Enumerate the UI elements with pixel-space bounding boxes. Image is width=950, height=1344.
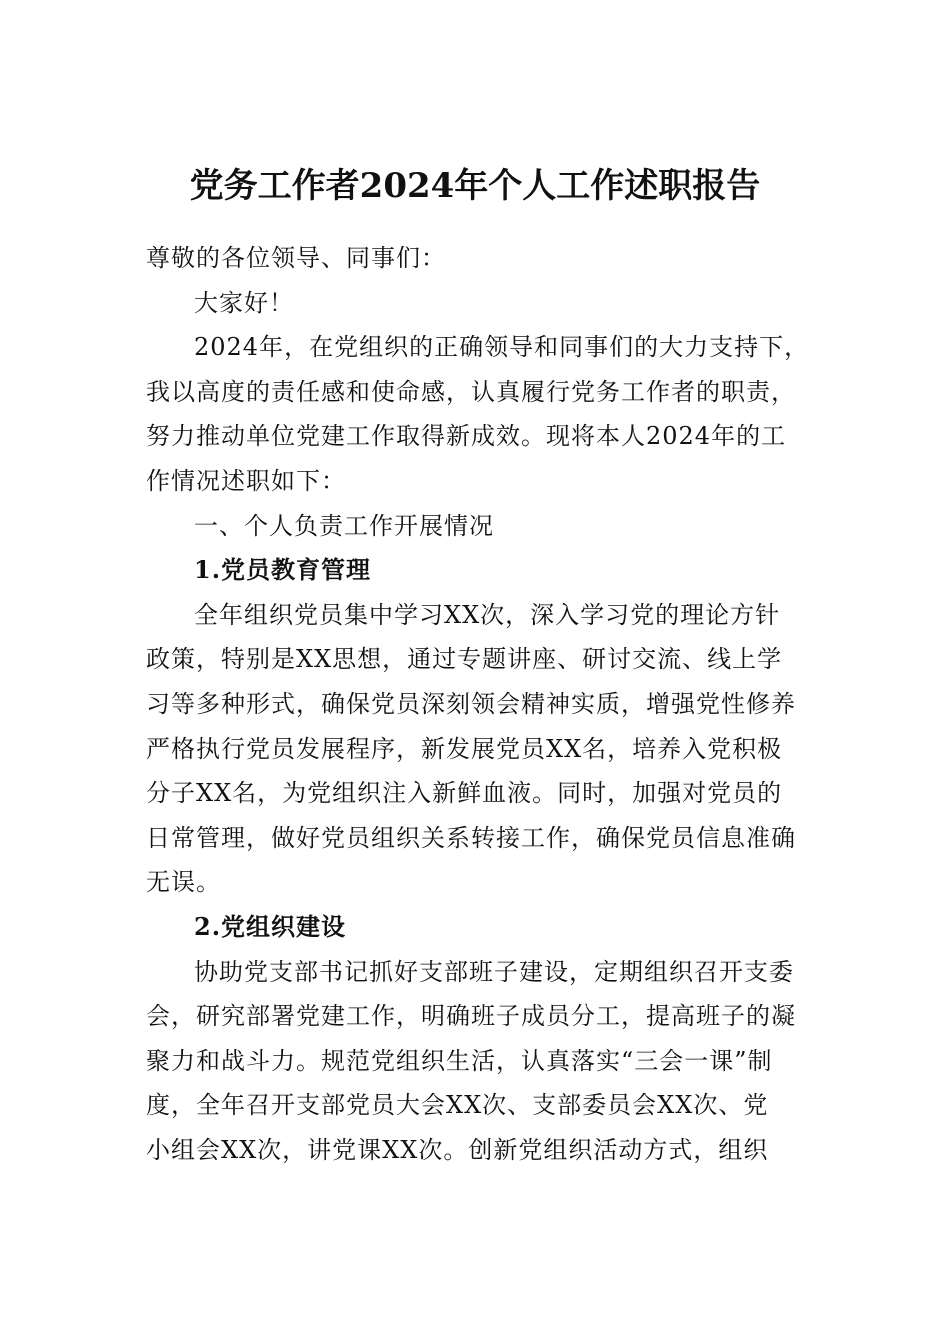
sub-1-heading: 1.党员教育管理 bbox=[194, 555, 372, 585]
greeting-line: 大家好！ bbox=[194, 288, 294, 317]
paragraph-line: 小组会XX次，讲党课XX次。创新党组织活动方式，组织 bbox=[146, 1135, 769, 1164]
sub-2-paragraph bbox=[146, 950, 816, 1173]
section-heading bbox=[146, 504, 816, 549]
intro-line: 努力推动单位党建工作取得新成效。现将本人2024年的工 bbox=[146, 422, 787, 451]
paragraph-line: 严格执行党员发展程序，新发展党员XX名，培养入党积极 bbox=[146, 734, 783, 763]
greeting bbox=[146, 281, 816, 326]
sub-1-paragraph bbox=[146, 593, 816, 905]
paragraph-line: 会，研究部署党建工作，明确班子成员分工，提高班子的凝 bbox=[146, 1002, 796, 1031]
paragraph-line: 习等多种形式，确保党员深刻领会精神实质，增强党性修养 bbox=[146, 689, 796, 718]
document-body bbox=[146, 236, 816, 1172]
paragraph-line: 日常管理，做好党员组织关系转接工作，确保党员信息准确 bbox=[146, 823, 796, 852]
subsection-heading bbox=[146, 905, 816, 950]
salutation-line: 尊敬的各位领导、同事们： bbox=[146, 244, 446, 272]
salutation bbox=[146, 236, 816, 281]
intro-line: 我以高度的责任感和使命感，认真履行党务工作者的职责， bbox=[146, 377, 796, 406]
paragraph-line: 度，全年召开支部党员大会XX次、支部委员会XX次、党 bbox=[146, 1091, 769, 1120]
paragraph-line: 分子XX名，为党组织注入新鲜血液。同时，加强对党员的 bbox=[146, 779, 783, 808]
section-1-heading: 一、个人负责工作开展情况 bbox=[194, 511, 494, 540]
paragraph-line: 无误。 bbox=[146, 868, 221, 897]
document-title: 党务工作者2024年个人工作述职报告 bbox=[189, 166, 761, 206]
paragraph-line: 聚力和战斗力。规范党组织生活，认真落实“三会一课”制 bbox=[146, 1046, 773, 1075]
paragraph-line: 全年组织党员集中学习XX次，深入学习党的理论方针 bbox=[194, 600, 781, 629]
subsection-heading bbox=[146, 548, 816, 593]
paragraph-line: 政策，特别是XX思想，通过专题讲座、研讨交流、线上学 bbox=[146, 645, 783, 674]
intro-paragraph bbox=[146, 325, 816, 503]
intro-line: 作情况述职如下： bbox=[146, 466, 346, 495]
paragraph-line: 协助党支部书记抓好支部班子建设，定期组织召开支委 bbox=[194, 957, 794, 986]
sub-2-heading: 2.党组织建设 bbox=[194, 911, 347, 941]
intro-line: 2024年，在党组织的正确领导和同事们的大力支持下， bbox=[194, 333, 810, 362]
